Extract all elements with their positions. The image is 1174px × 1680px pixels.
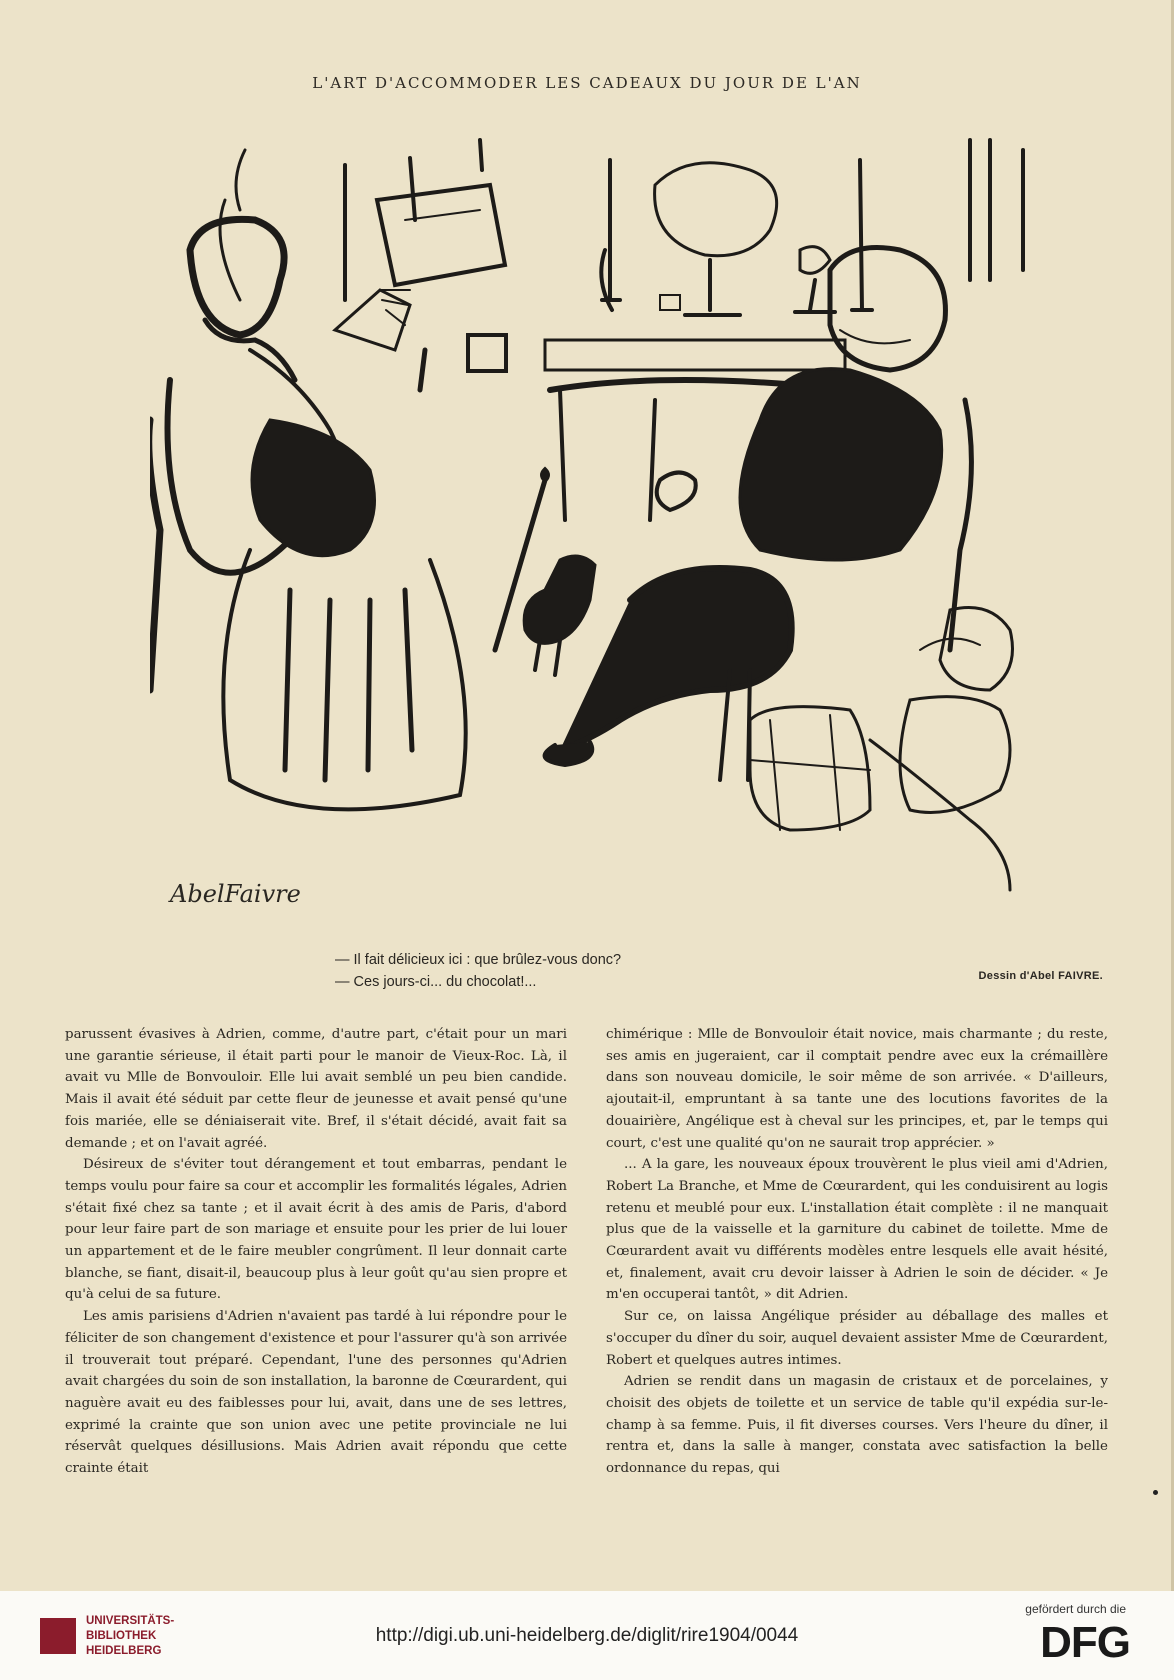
paragraph: chimérique : Mlle de Bonvouloir était novice, mais charmante ; du reste, ses amis en jugeraient, car il comptait pendre avec eux la crémaillère dans son nouveau domicile, le soir même de son arrivée. « D'ailleurs, ajoutait-il, empruntant à sa tante une des locutions favorites de la douairière, Angélique est à cheval sur les principes, et, par le temps qui court, c'est une qualité qu'on ne saurait trop apprécier. » <box>606 1027 1108 1151</box>
library-name-line: BIBLIOTHEK <box>86 1630 157 1642</box>
page-mark <box>1153 1490 1158 1495</box>
funding-label: gefördert durch die <box>1025 1602 1126 1616</box>
dfg-logo[interactable]: DFG <box>1040 1618 1130 1667</box>
page-header: L'ART D'ACCOMMODER LES CADEAUX DU JOUR DE L'AN <box>312 74 862 92</box>
illustration-caption <box>335 949 621 993</box>
paragraph: Sur ce, on laissa Angélique présider au déballage des malles et s'occuper du dîner du soir, auquel devaient assister Mme de Cœurardent, Robert et quelques autres intimes. <box>606 1309 1108 1368</box>
text-column-right <box>606 1024 1108 1480</box>
paragraph: Désireux de s'éviter tout dérangement et tout embarras, pendant le temps voulu pour faire sa cour et accomplir les formalités légales, Adrien s'était fixé chez sa tante ; et il avait écrit à des amis de Paris, d'abord pour leur faire part de son mariage et ensuite pour les prier de lui louer un appartement et de le faire meubler congrûment. Il leur donnait carte blanche, se fiant, disait-il, beaucoup plus à leur goût qu'au sien propre et qu'à celui de sa future. <box>65 1157 567 1303</box>
library-name-line: UNIVERSITÄTS- <box>86 1615 175 1627</box>
illustration-credit: Dessin d'Abel FAIVRE. <box>978 970 1103 982</box>
artist-signature: AbelFaivre <box>170 880 301 908</box>
paragraph: ... A la gare, les nouveaux époux trouvèrent le plus vieil ami d'Adrien, Robert La Branche, et Mme de Cœurardent, qui les conduisirent au logis retenu et meublé pour eux. L'installation était complète : il ne manquait plus que de la vaisselle et la garniture du cabinet de toilette. Mme de Cœurardent avait vu différents modèles entre lesquels elle avait hésité, et, finalement, avait cru devoir laisser à Adrien le soin de décider. « Je m'en occuperai tantôt, » dit Adrien. <box>606 1157 1108 1303</box>
text-column-left <box>65 1024 567 1480</box>
paragraph: Les amis parisiens d'Adrien n'avaient pas tardé à lui répondre pour le féliciter de son changement d'existence et pour l'assurer qu'à son arrivée il trouverait tout préparé. Cependant, l'une des personnes qu'Adrien avait chargées du soin de son installation, la baronne de Cœurardent, qui naguère avait eu des faiblesses pour lui, avait, dans une de ses lettres, exprimé la crainte que son union avec une petite provinciale ne lui réservât quelques désillusions. Mais Adrien avait répondu que cette crainte était <box>65 1309 567 1477</box>
paragraph: parussent évasives à Adrien, comme, d'autre part, c'était pour un mari une garantie sérieuse, il était parti pour le manoir de Vieux-Roc. Là, il avait vu Mlle de Bonvouloir. Elle lui avait semblé un peu bien candide. Mais il avait été séduit par cette fleur de jeunesse et avait pensé qu'une fois mariée, elle se déniaiserait vite. Bref, il s'était décidé, avait fait sa demande ; et on l'avait agréé. <box>65 1027 567 1151</box>
caption-line-1: — Il fait délicieux ici : que brûlez-vous donc? <box>335 952 622 968</box>
permalink-url[interactable]: http://digi.ub.uni-heidelberg.de/diglit/rire1904/0044 <box>375 1625 799 1646</box>
caption-line-2: — Ces jours-ci... du chocolat!... <box>335 974 537 990</box>
paragraph: Adrien se rendit dans un magasin de cristaux et de porcelaines, y choisit des objets de toilette et un service de table qu'il expédia sur-le-champ à sa femme. Puis, il fit diverses courses. Vers l'heure du dîner, il rentra et, dans la salle à manger, constata avec satisfaction la belle ordonnance du repas, qui <box>606 1374 1108 1477</box>
library-name-line: HEIDELBERG <box>86 1645 162 1657</box>
illustration <box>150 130 1110 935</box>
